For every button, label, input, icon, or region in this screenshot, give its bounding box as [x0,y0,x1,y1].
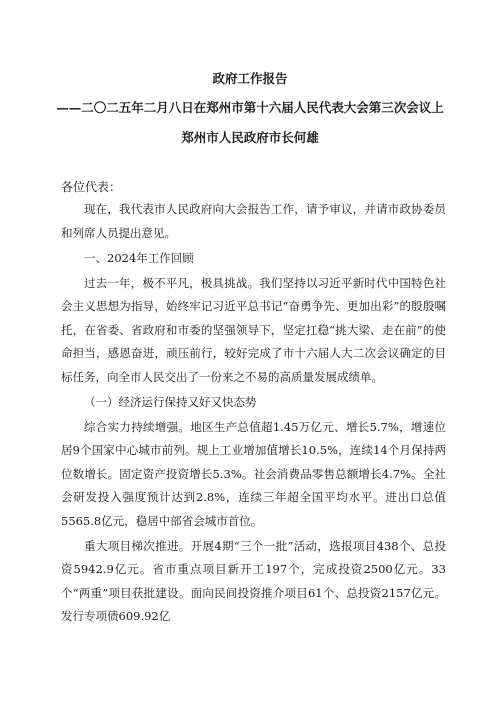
document-title: 政府工作报告 [212,71,288,86]
paragraph-projects: 重大项目梯次推进。开展4期“三个一批”活动，选报项目438个、总投资5942.9亿元。省市重点项目新开工197个，完成投资2500亿元。33个“两重”项目获批建设。面向民间投资推介项目61个、总投资2157亿元。发行专项债609.92亿 [61,538,446,623]
document-body [61,198,446,629]
paragraph-review: 过去一年，极不平凡，极具挑战。我们坚持以习近平新时代中国特色社会主义思想为指导，始终牢记习近平总书记“奋勇争先、更加出彩”的殷殷嘱托，在省委、省政府和市委的坚强领导下，坚定扛稳“挑大梁、走在前”的使命担当，感恩奋进，顽压前行，较好完成了市十六届人大二次会议确定的目标任务，向全市人民交出了一份来之不易的高质量发展成绩单。 [61,275,446,384]
paragraph-strength: 综合实力持续增强。地区生产总值超1.45万亿元、增长5.7%，增速位居9个国家中心城市前列。规上工业增加值增长10.5%，连续14个月保持两位数增长。固定资产投资增长5.3%。社会消费品零售总额增长4.7%。全社会研发投入强度预计达到2.8%，连续三年超全国平均水平。进出口总值5565.8亿元，稳居中部省会城市首位。 [61,419,446,528]
section-heading: 一、2024年工作回顾 [84,250,194,265]
paragraph-intro: 现在，我代表市人民政府向大会报告工作，请予审议，并请市政协委员和列席人员提出意见。 [61,202,446,240]
subsection-heading: （一）经济运行保持又好又快态势 [84,394,257,409]
document-author: 郑州市人民政府市长何雄 [181,130,319,145]
greeting: 各位代表： [61,180,122,194]
document-subtitle: ——二〇二五年二月八日在郑州市第十六届人民代表大会第三次会议上 [56,100,444,115]
